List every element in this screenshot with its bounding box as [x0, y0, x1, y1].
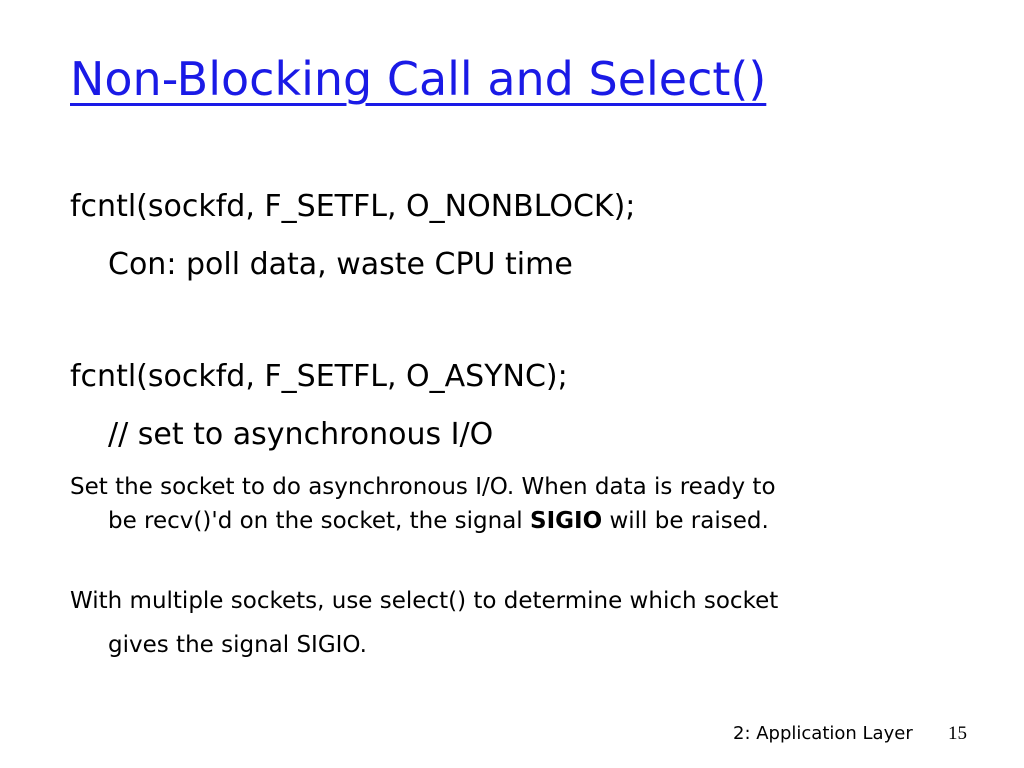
code-line-nonblock: fcntl(sockfd, F_SETFL, O_NONBLOCK); — [70, 189, 636, 224]
async-description-line1: Set the socket to do asynchronous I/O. When data is ready to — [70, 474, 776, 500]
select-note-line2: gives the signal SIGIO. — [108, 632, 367, 658]
select-note-line1: With multiple sockets, use select() to determine which socket — [70, 588, 779, 614]
footer-label: 2: Application Layer — [733, 723, 913, 744]
async-comment: // set to asynchronous I/O — [108, 417, 494, 452]
code-line-async: fcntl(sockfd, F_SETFL, O_ASYNC); — [70, 359, 568, 394]
async-description-text: be recv()'d on the socket, the signal — [108, 508, 531, 534]
con-note: Con: poll data, waste CPU time — [108, 247, 573, 282]
async-description-line2 — [108, 508, 769, 534]
page-number: 15 — [948, 723, 967, 744]
async-description-tail: will be raised. — [602, 508, 769, 534]
slide-title: Non-Blocking Call and Select() — [70, 52, 767, 106]
sigio-keyword: SIGIO — [530, 508, 603, 534]
